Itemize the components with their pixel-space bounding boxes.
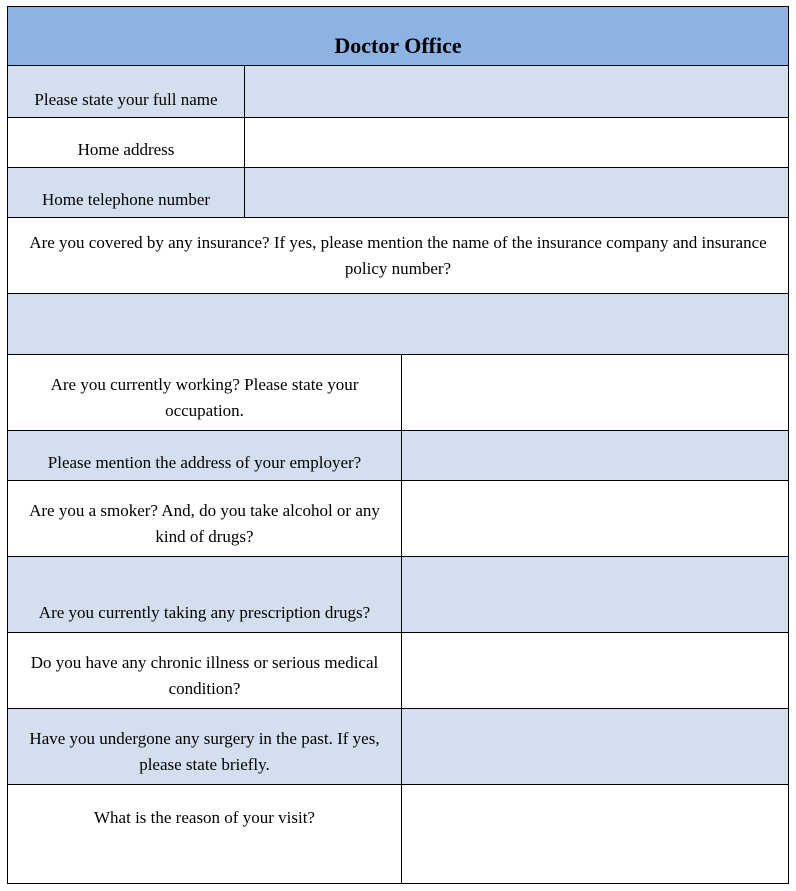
home-address-row <box>8 117 788 167</box>
surgery-label: Have you undergone any surgery in the past. If yes, please state briefly. <box>8 709 402 784</box>
employer-address-label: Please mention the address of your employer? <box>8 431 402 480</box>
visit-reason-row <box>8 784 788 883</box>
employer-address-row <box>8 430 788 480</box>
full-name-field[interactable] <box>245 66 788 117</box>
full-name-row <box>8 65 788 117</box>
prescription-field[interactable] <box>402 557 788 632</box>
visit-reason-field[interactable] <box>402 785 788 883</box>
full-name-label: Please state your full name <box>8 66 245 117</box>
chronic-illness-field[interactable] <box>402 633 788 708</box>
home-telephone-field[interactable] <box>245 168 788 217</box>
prescription-row <box>8 556 788 632</box>
occupation-field[interactable] <box>402 355 788 430</box>
prescription-label: Are you currently taking any prescription drugs? <box>8 557 402 632</box>
insurance-question-label: Are you covered by any insurance? If yes, please mention the name of the insurance company and insurance policy number? <box>29 232 767 278</box>
occupation-label: Are you currently working? Please state your occupation. <box>8 355 402 430</box>
form-header <box>8 7 788 65</box>
surgery-row <box>8 708 788 784</box>
smoker-field[interactable] <box>402 481 788 556</box>
chronic-illness-row <box>8 632 788 708</box>
doctor-office-form <box>7 6 789 884</box>
home-telephone-label: Home telephone number <box>8 168 245 217</box>
insurance-answer-row[interactable] <box>8 293 788 354</box>
home-telephone-row <box>8 167 788 217</box>
surgery-field[interactable] <box>402 709 788 784</box>
home-address-field[interactable] <box>245 118 788 167</box>
smoker-label: Are you a smoker? And, do you take alcohol or any kind of drugs? <box>8 481 402 556</box>
home-address-label: Home address <box>8 118 245 167</box>
visit-reason-label: What is the reason of your visit? <box>8 785 402 883</box>
form-title: Doctor Office <box>334 33 462 58</box>
insurance-question-row <box>8 217 788 293</box>
smoker-row <box>8 480 788 556</box>
employer-address-field[interactable] <box>402 431 788 480</box>
occupation-row <box>8 354 788 430</box>
chronic-illness-label: Do you have any chronic illness or serious medical condition? <box>8 633 402 708</box>
